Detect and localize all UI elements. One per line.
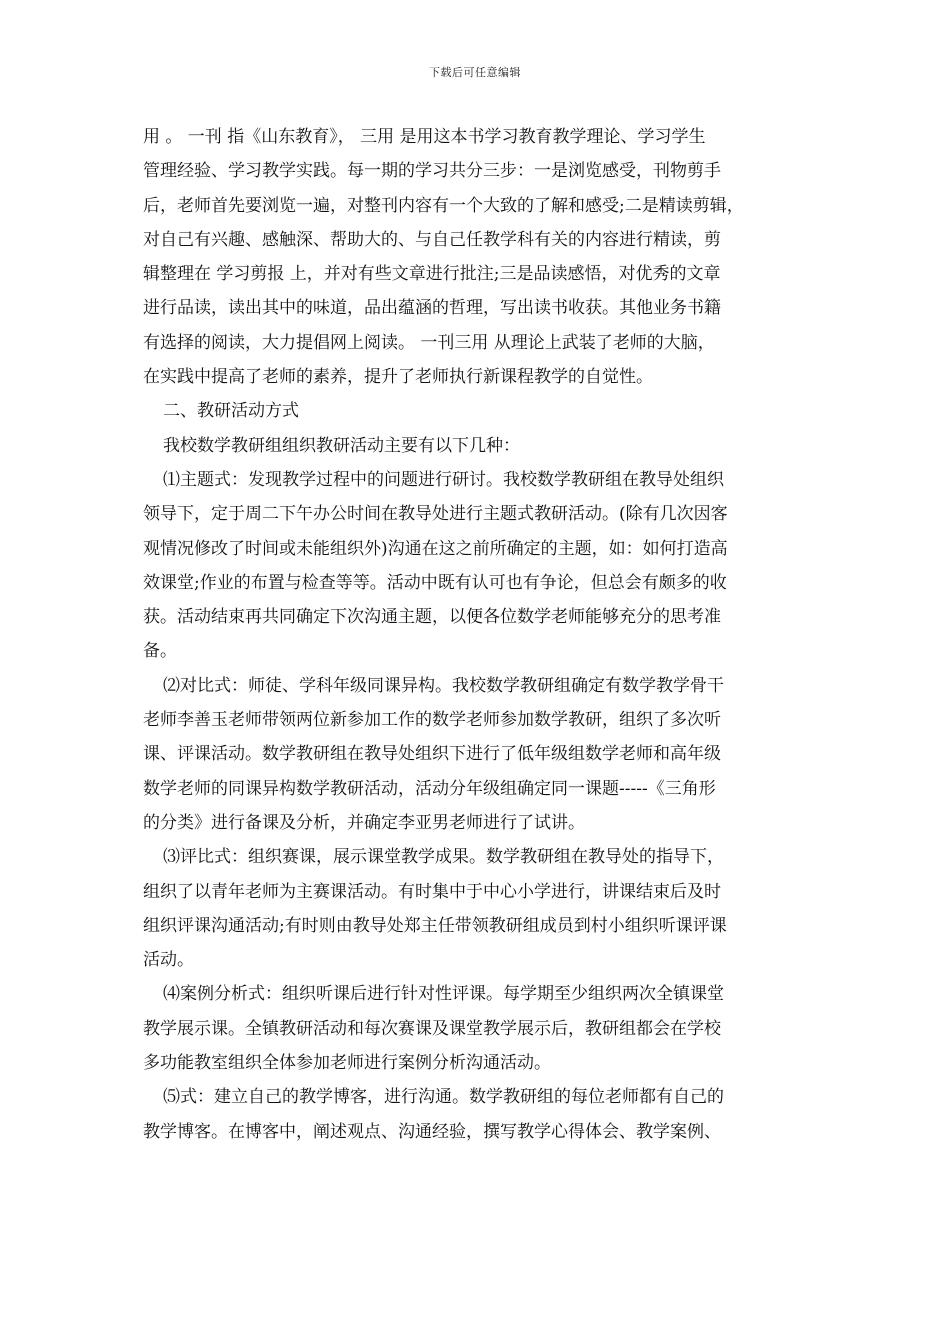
- text-line: 效课堂;作业的布置与检查等等。活动中既有认可也有争论，但总会有颇多的收: [143, 572, 727, 593]
- text-line: 老师李善玉老师带领两位新参加工作的数学老师参加数学教研，组织了多次听: [143, 710, 721, 731]
- text-line: 组织了以青年老师为主赛课活动。有时集中于中心小学进行，讲课结束后及时: [143, 881, 721, 902]
- page-header: 下载后可任意编辑: [429, 66, 521, 79]
- text-line: 进行品读，读出其中的味道，品出蕴涵的哲理，写出读书收获。其他业务书籍: [143, 298, 721, 319]
- text-line: 后，老师首先要浏览一遍，对整刊内容有一个大致的了解和感受;二是精读剪辑，: [143, 195, 744, 216]
- text-line: ⑶评比式：组织赛课，展示课堂教学成果。数学教研组在教导处的指导下，: [163, 847, 724, 868]
- text-line: 观情况修改了时间或未能组织外)沟通在这之前所确定的主题，如：如何打造高: [143, 538, 728, 559]
- text-line: 辑整理在 学习剪报 上，并对有些文章进行批注;三是品读感悟，对优秀的文章: [143, 264, 721, 285]
- text-line: 数学老师的同课异构数学教研活动，活动分年级组确定同一课题-----《三角形: [143, 778, 716, 799]
- text-line: 我校数学教研组组织教研活动主要有以下几种：: [163, 435, 520, 456]
- text-line: 的分类》进行备课及分析，并确定李亚男老师进行了试讲。: [143, 812, 585, 833]
- text-line: 教学展示课。全镇教研活动和每次赛课及课堂教学展示后，教研组都会在学校: [143, 1018, 721, 1039]
- text-line: 备。: [143, 641, 177, 662]
- text-line: ⑵对比式：师徒、学科年级同课异构。我校数学教研组确定有数学教学骨干: [163, 675, 724, 696]
- text-line: 对自己有兴趣、感触深、帮助大的、与自己任教学科有关的内容进行精读，剪: [143, 229, 721, 250]
- text-line: 领导下，定于周二下午办公时间在教导处进行主题式教研活动。(除有几次因客: [143, 504, 728, 525]
- text-line: 多功能教室组织全体参加老师进行案例分析沟通活动。: [143, 1053, 551, 1074]
- text-line: 组织评课沟通活动;有时则由教导处郑主任带领教研组成员到村小组织听课评课: [143, 915, 727, 936]
- text-line: ⑴主题式：发现教学过程中的问题进行研讨。我校数学教研组在教导处组织: [163, 469, 724, 490]
- text-line: ⑸式：建立自己的教学博客，进行沟通。数学教研组的每位老师都有自己的: [163, 1087, 724, 1108]
- text-line: 二、教研活动方式: [163, 401, 299, 422]
- text-line: 有选择的阅读，大力提倡网上阅读。 一刊三用 从理论上武装了老师的大脑，: [143, 332, 715, 353]
- text-line: ⑷案例分析式：组织听课后进行针对性评课。每学期至少组织两次全镇课堂: [163, 984, 724, 1005]
- body-text: [143, 120, 808, 1149]
- text-line: 活动。: [143, 950, 194, 971]
- text-line: 教学博客。在博客中，阐述观点、沟通经验，撰写教学心得体会、教学案例、: [143, 1121, 721, 1142]
- text-line: 管理经验、学习教学实践。每一期的学习共分三步：一是浏览感受，刊物剪手: [143, 161, 721, 182]
- text-line: 获。活动结束再共同确定下次沟通主题，以便各位数学老师能够充分的思考准: [143, 607, 721, 628]
- text-line: 在实践中提高了老师的素养，提升了老师执行新课程教学的自觉性。: [143, 367, 653, 388]
- text-line: 课、评课活动。数学教研组在教导处组织下进行了低年级组数学老师和高年级: [143, 744, 721, 765]
- text-line: 用 。 一刊 指《山东教育》， 三用 是用这本书学习教育教学理论、学习学生: [143, 127, 706, 147]
